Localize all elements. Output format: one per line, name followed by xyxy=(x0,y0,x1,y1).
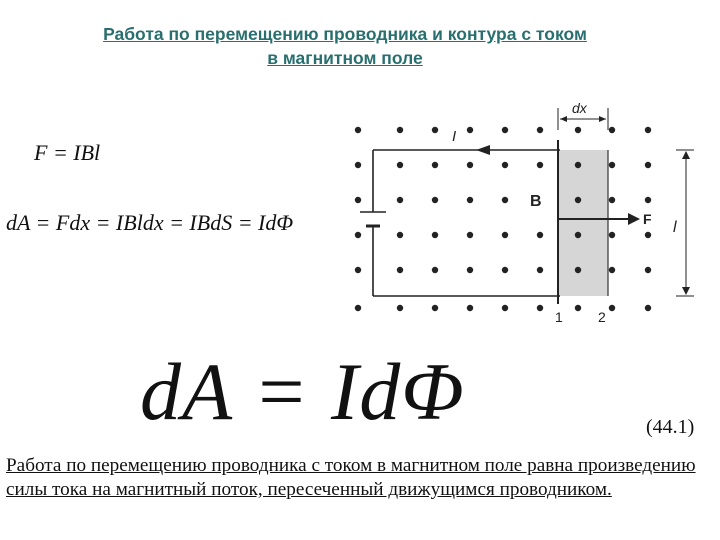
field-dot xyxy=(575,267,581,273)
description-period: . xyxy=(607,479,612,500)
field-dot xyxy=(397,267,403,273)
field-dot xyxy=(355,305,361,311)
dx-label: dx xyxy=(572,100,587,116)
field-dot xyxy=(355,232,361,238)
field-dot xyxy=(502,162,508,168)
field-dot xyxy=(432,267,438,273)
field-dot xyxy=(537,267,543,273)
field-dot xyxy=(645,197,651,203)
field-label: B xyxy=(530,193,542,210)
current-label: I xyxy=(452,128,457,145)
field-dot xyxy=(502,232,508,238)
length-label: l xyxy=(673,219,677,236)
force-formula: F = IBl xyxy=(34,140,101,165)
field-dot xyxy=(537,232,543,238)
field-dot xyxy=(397,197,403,203)
field-dot xyxy=(502,305,508,311)
field-dot xyxy=(537,162,543,168)
force-label: F xyxy=(643,211,652,227)
field-dot xyxy=(432,162,438,168)
field-dot xyxy=(355,267,361,273)
field-dot xyxy=(645,162,651,168)
field-dot xyxy=(467,127,473,133)
field-dot xyxy=(397,305,403,311)
position-2-label: 2 xyxy=(598,309,606,325)
field-dot xyxy=(609,232,615,238)
field-dot xyxy=(467,267,473,273)
force-arrow-icon xyxy=(628,213,640,225)
equation-number: (44.1) xyxy=(646,416,695,438)
field-dot xyxy=(537,305,543,311)
title-line-1: Работа по перемещению проводника и контура с током xyxy=(103,24,587,44)
field-dot xyxy=(645,305,651,311)
field-dot xyxy=(397,232,403,238)
field-dot xyxy=(467,232,473,238)
swept-area xyxy=(558,150,608,296)
field-dot xyxy=(609,267,615,273)
field-dot xyxy=(432,305,438,311)
dx-arrow-right-icon xyxy=(599,116,606,122)
main-equation: dA = IdΦ xyxy=(140,346,465,437)
field-dot xyxy=(355,162,361,168)
field-dot xyxy=(575,305,581,311)
field-dot xyxy=(355,197,361,203)
field-dot xyxy=(467,162,473,168)
dx-arrow-left-icon xyxy=(560,116,567,122)
current-arrow-icon xyxy=(476,145,490,155)
field-dot xyxy=(537,127,543,133)
field-dot xyxy=(575,197,581,203)
field-dot xyxy=(397,127,403,133)
field-dot xyxy=(575,232,581,238)
field-dot xyxy=(609,162,615,168)
field-dot xyxy=(575,162,581,168)
field-dot xyxy=(609,197,615,203)
length-arrow-top-icon xyxy=(682,151,690,159)
field-dot xyxy=(609,127,615,133)
field-dot xyxy=(645,267,651,273)
field-dot xyxy=(609,305,615,311)
field-dot xyxy=(502,127,508,133)
position-1-label: 1 xyxy=(555,309,563,325)
title-line-2: в магнитном поле xyxy=(267,48,423,68)
description-paragraph xyxy=(6,454,711,502)
field-dot xyxy=(467,305,473,311)
slide-title xyxy=(0,22,690,70)
work-derivation-formula: dA = Fdx = IBldx = IBdS = IdΦ xyxy=(6,210,294,235)
length-arrow-bottom-icon xyxy=(682,287,690,295)
field-dot xyxy=(432,127,438,133)
field-dot xyxy=(645,232,651,238)
field-dot xyxy=(467,197,473,203)
field-dot xyxy=(355,127,361,133)
description-text: Работа по перемещению проводника с током в магнитном поле равна произведению силы тока на магнитный поток, пересеченный движущимся проводником xyxy=(6,455,696,500)
field-dot xyxy=(645,127,651,133)
field-dot xyxy=(575,127,581,133)
field-dot xyxy=(432,197,438,203)
field-dot xyxy=(397,162,403,168)
field-dot xyxy=(502,197,508,203)
conductor-in-field-diagram xyxy=(330,100,700,330)
field-dot xyxy=(432,232,438,238)
field-dot xyxy=(502,267,508,273)
